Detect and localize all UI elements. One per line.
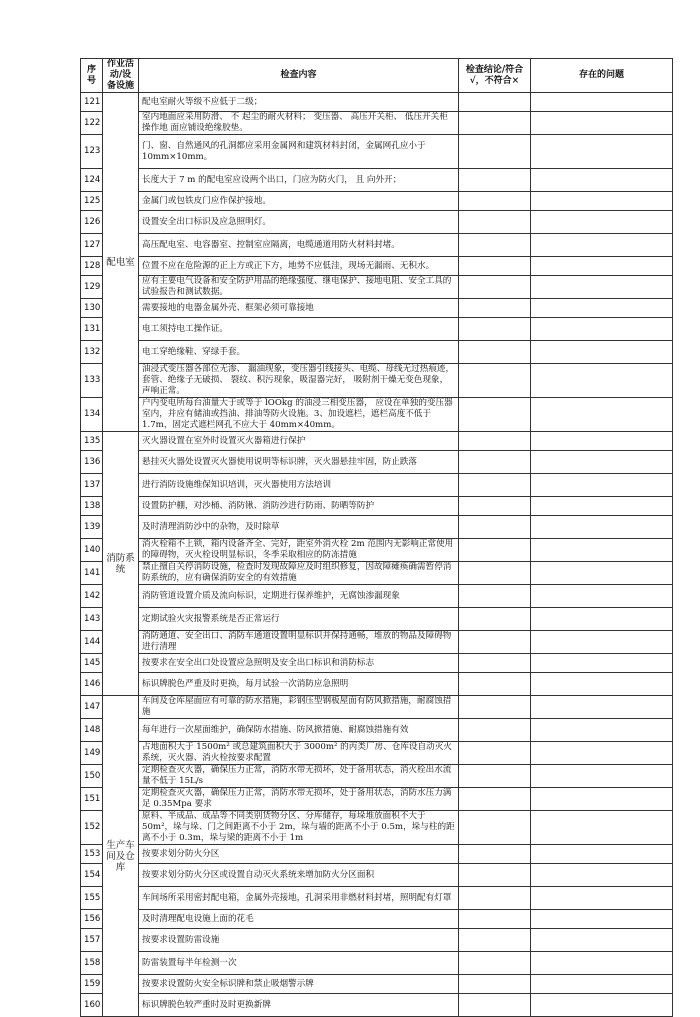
- row-number: 127: [81, 234, 103, 257]
- table-row: [81, 341, 673, 364]
- row-number: 140: [81, 539, 103, 562]
- table-row: [81, 211, 673, 234]
- inspection-content: 电工穿绝缘鞋、穿绿手套。: [139, 341, 459, 364]
- inspection-content: 金属门或包铁皮门应作保护接地。: [139, 192, 459, 211]
- table-row: [81, 696, 673, 719]
- row-number: 141: [81, 562, 103, 585]
- inspection-content: 配电室耐火等级不应低于二级；: [139, 93, 459, 112]
- result-cell[interactable]: [459, 364, 531, 398]
- result-cell[interactable]: [459, 845, 531, 864]
- inspection-content: 设置安全出口标识及应急照明灯。: [139, 211, 459, 234]
- problem-cell[interactable]: [531, 516, 673, 539]
- inspection-content: 定期检查灭火器，确保压力正常，消防水带无损坏，处于备用状态，消火栓出水流量不低于 15L/s: [139, 765, 459, 788]
- row-number: 135: [81, 432, 103, 451]
- table-row: [81, 112, 673, 135]
- result-cell[interactable]: [459, 562, 531, 585]
- table-row: [81, 585, 673, 608]
- problem-cell[interactable]: [531, 864, 673, 887]
- result-cell[interactable]: [459, 234, 531, 257]
- problem-cell[interactable]: [531, 788, 673, 811]
- result-cell[interactable]: [459, 474, 531, 497]
- inspection-content: 需要接地的电器金属外壳、框架必须可靠接地: [139, 299, 459, 318]
- inspection-content: 占地面积大于 1500m² 或总建筑面积大于 3000m² 的丙类厂房、仓库设自动灭火系统，灭火器、消火栓按要求配置: [139, 742, 459, 765]
- row-number: 126: [81, 211, 103, 234]
- problem-cell[interactable]: [531, 654, 673, 673]
- inspection-content: 每年进行一次屋面维护，确保防水措施、防风掀措施、耐腐蚀措施有效: [139, 719, 459, 742]
- result-cell[interactable]: [459, 696, 531, 719]
- result-cell[interactable]: [459, 585, 531, 608]
- problem-cell[interactable]: [531, 585, 673, 608]
- inspection-content: 消防通道、安全出口、消防车通道设置明显标识并保持通畅，堆放的物品及障碍物进行清理: [139, 631, 459, 654]
- table-row: [81, 765, 673, 788]
- problem-cell[interactable]: [531, 318, 673, 341]
- row-number: 136: [81, 451, 103, 474]
- header-category: 作业活动/设备设施: [103, 59, 139, 93]
- result-cell[interactable]: [459, 952, 531, 975]
- problem-cell[interactable]: [531, 432, 673, 451]
- problem-cell[interactable]: [531, 276, 673, 299]
- table-row: [81, 719, 673, 742]
- table-row: [81, 364, 673, 398]
- result-cell[interactable]: [459, 887, 531, 910]
- inspection-content: 标识牌脱色严重及时更换，每月试验一次消防应急照明: [139, 673, 459, 696]
- problem-cell[interactable]: [531, 234, 673, 257]
- row-number: 154: [81, 864, 103, 887]
- row-number: 155: [81, 887, 103, 910]
- result-cell[interactable]: [459, 497, 531, 516]
- row-number: 133: [81, 364, 103, 398]
- table-row: [81, 994, 673, 1017]
- problem-cell[interactable]: [531, 742, 673, 765]
- row-number: 142: [81, 585, 103, 608]
- inspection-content: 及时清理消防沙中的杂物，及时除草: [139, 516, 459, 539]
- row-number: 158: [81, 952, 103, 975]
- table-row: [81, 654, 673, 673]
- inspection-content: 消防管道设置介质及流向标识，定期进行保养维护，无腐蚀渗漏现象: [139, 585, 459, 608]
- problem-cell[interactable]: [531, 211, 673, 234]
- result-cell[interactable]: [459, 929, 531, 952]
- category-cell: 生产车间及仓库: [103, 696, 139, 1017]
- problem-cell[interactable]: [531, 975, 673, 994]
- row-number: 152: [81, 811, 103, 845]
- result-cell[interactable]: [459, 299, 531, 318]
- inspection-content: 进行消防设施维保知识培训，灭火器使用方法培训: [139, 474, 459, 497]
- problem-cell[interactable]: [531, 539, 673, 562]
- inspection-content: 按要求划分防火分区: [139, 845, 459, 864]
- row-number: 157: [81, 929, 103, 952]
- inspection-content: 及时清理配电设施上面的花毛: [139, 910, 459, 929]
- row-number: 147: [81, 696, 103, 719]
- table-row: [81, 673, 673, 696]
- inspection-content: 消火栓箱不上锁，箱内设备齐全、完好，距室外消火栓 2m 范围内无影响正常使用的障碍物，灭火栓设明显标识，冬季采取相应的防冻措施: [139, 539, 459, 562]
- table-body: [81, 93, 673, 1017]
- row-number: 145: [81, 654, 103, 673]
- inspection-content: 悬挂灭火器处设置灭火器使用说明等标识牌，灭火器悬挂牢固，防止跌落: [139, 451, 459, 474]
- result-cell[interactable]: [459, 654, 531, 673]
- inspection-content: 按要求设置防雷设施: [139, 929, 459, 952]
- row-number: 143: [81, 608, 103, 631]
- row-number: 123: [81, 135, 103, 169]
- row-number: 134: [81, 398, 103, 432]
- category-cell: 配电室: [103, 93, 139, 432]
- result-cell[interactable]: [459, 811, 531, 845]
- problem-cell[interactable]: [531, 451, 673, 474]
- category-cell: 消防系统: [103, 432, 139, 696]
- row-number: 131: [81, 318, 103, 341]
- table-row: [81, 234, 673, 257]
- row-number: 159: [81, 975, 103, 994]
- table-row: [81, 299, 673, 318]
- problem-cell[interactable]: [531, 474, 673, 497]
- problem-cell[interactable]: [531, 887, 673, 910]
- problem-cell[interactable]: [531, 994, 673, 1017]
- result-cell[interactable]: [459, 257, 531, 276]
- table-row: [81, 432, 673, 451]
- row-number: 139: [81, 516, 103, 539]
- inspection-content: 户内变电所每台油量大于或等于 lOOkg 的油浸三相变压器， 应设在单独的变压器室内，并应有储油或挡油、排油等防火设施。3、加设遮栏，遮栏高度不低于 1.7m，固定式遮栏网孔不应大于 40mm×40mm。: [139, 398, 459, 432]
- problem-cell[interactable]: [531, 845, 673, 864]
- header-no: 序号: [81, 59, 103, 93]
- row-number: 160: [81, 994, 103, 1017]
- row-number: 122: [81, 112, 103, 135]
- row-number: 151: [81, 788, 103, 811]
- problem-cell[interactable]: [531, 562, 673, 585]
- problem-cell[interactable]: [531, 341, 673, 364]
- inspection-table: [80, 58, 673, 1017]
- inspection-content: 灭火器设置在室外时设置灭火器箱进行保护: [139, 432, 459, 451]
- problem-cell[interactable]: [531, 608, 673, 631]
- inspection-content: 位置不应在危险源的正上方或正下方，地势不应低洼，现场无漏雨、无积水。: [139, 257, 459, 276]
- problem-cell[interactable]: [531, 497, 673, 516]
- problem-cell[interactable]: [531, 719, 673, 742]
- table-row: [81, 929, 673, 952]
- result-cell[interactable]: [459, 608, 531, 631]
- inspection-content: 室内地面应采用防滑、 不 起尘的耐火材料； 变压器、 高压开关柜、 低压开关柜操作地 面应铺设绝缘胶垫。: [139, 112, 459, 135]
- row-number: 130: [81, 299, 103, 318]
- problem-cell[interactable]: [531, 112, 673, 135]
- result-cell[interactable]: [459, 994, 531, 1017]
- problem-cell[interactable]: [531, 192, 673, 211]
- table-row: [81, 451, 673, 474]
- table-row: [81, 192, 673, 211]
- result-cell[interactable]: [459, 276, 531, 299]
- problem-cell[interactable]: [531, 765, 673, 788]
- result-cell[interactable]: [459, 135, 531, 169]
- result-cell[interactable]: [459, 112, 531, 135]
- problem-cell[interactable]: [531, 169, 673, 192]
- problem-cell[interactable]: [531, 952, 673, 975]
- result-cell[interactable]: [459, 742, 531, 765]
- result-cell[interactable]: [459, 765, 531, 788]
- inspection-content: 按要求在安全出口处设置应急照明及安全出口标识和消防标志: [139, 654, 459, 673]
- problem-cell[interactable]: [531, 135, 673, 169]
- table-row: [81, 474, 673, 497]
- row-number: 128: [81, 257, 103, 276]
- inspection-content: 长度大于 7 m 的配电室应设两个出口，门应为防火门， 且 向外开；: [139, 169, 459, 192]
- table-row: [81, 93, 673, 112]
- row-number: 121: [81, 93, 103, 112]
- inspection-content: 车间及仓库屋面应有可靠的防水措施，彩钢压型钢板屋面有防风掀措施，耐腐蚀措施: [139, 696, 459, 719]
- table-row: [81, 975, 673, 994]
- result-cell[interactable]: [459, 864, 531, 887]
- table-row: [81, 497, 673, 516]
- inspection-content: 标识牌脱色较严重时及时更换新牌: [139, 994, 459, 1017]
- table-row: [81, 608, 673, 631]
- inspection-content: 电工须持电工操作证。: [139, 318, 459, 341]
- row-number: 125: [81, 192, 103, 211]
- result-cell[interactable]: [459, 341, 531, 364]
- inspection-content: 高压配电室、电容器室、控制室应隔离，电缆通道用防火材料封堵。: [139, 234, 459, 257]
- table-row: [81, 864, 673, 887]
- table-row: [81, 318, 673, 341]
- result-cell[interactable]: [459, 788, 531, 811]
- problem-cell[interactable]: [531, 398, 673, 432]
- result-cell[interactable]: [459, 432, 531, 451]
- problem-cell[interactable]: [531, 811, 673, 845]
- table-row: [81, 952, 673, 975]
- inspection-content: 按要求设置防火安全标识牌和禁止吸烟警示牌: [139, 975, 459, 994]
- row-number: 124: [81, 169, 103, 192]
- table-row: [81, 562, 673, 585]
- problem-cell[interactable]: [531, 93, 673, 112]
- table-row: [81, 169, 673, 192]
- table-row: [81, 135, 673, 169]
- result-cell[interactable]: [459, 631, 531, 654]
- inspection-content: 定期试验火灾报警系统是否正常运行: [139, 608, 459, 631]
- table-row: [81, 631, 673, 654]
- row-number: 138: [81, 497, 103, 516]
- table-row: [81, 539, 673, 562]
- row-number: 149: [81, 742, 103, 765]
- inspection-content: 按要求划分防火分区或设置自动灭火系统来增加防火分区面积: [139, 864, 459, 887]
- problem-cell[interactable]: [531, 673, 673, 696]
- inspection-content: 禁止擅自关停消防设施，检查时发现故障应及时组织修复，因故障瘫痪确需暂停消防系统的，应有确保消防安全的有效措施: [139, 562, 459, 585]
- result-cell[interactable]: [459, 673, 531, 696]
- result-cell[interactable]: [459, 719, 531, 742]
- inspection-content: 防雷装置每半年检测一次: [139, 952, 459, 975]
- header-result: 检查结论/符合√，不符合×: [459, 59, 531, 93]
- row-number: 132: [81, 341, 103, 364]
- inspection-content: 油浸式变压器各部位无渗、 漏油现象，变压器引线接头、电缆、母线无过热痕迹，套管、绝缘子无破损、 裂纹、积污现象，吸湿器完好， 吸附剂干燥无变色现象，声响正常。: [139, 364, 459, 398]
- row-number: 156: [81, 910, 103, 929]
- table-row: [81, 811, 673, 845]
- result-cell[interactable]: [459, 93, 531, 112]
- result-cell[interactable]: [459, 211, 531, 234]
- header-problem: 存在的问题: [531, 59, 673, 93]
- result-cell[interactable]: [459, 539, 531, 562]
- problem-cell[interactable]: [531, 929, 673, 952]
- result-cell[interactable]: [459, 975, 531, 994]
- table-row: [81, 887, 673, 910]
- row-number: 144: [81, 631, 103, 654]
- table-row: [81, 276, 673, 299]
- table-row: [81, 910, 673, 929]
- result-cell[interactable]: [459, 516, 531, 539]
- inspection-content: 门、窗、自然通风的孔洞都应采用金属网和建筑材料封闭，金属网孔应小于10mm×10mm。: [139, 135, 459, 169]
- inspection-content: 设置防护棚，对沙桶、消防锹、消防沙进行防雨、防晒等防护: [139, 497, 459, 516]
- row-number: 153: [81, 845, 103, 864]
- row-number: 129: [81, 276, 103, 299]
- header-content: 检查内容: [139, 59, 459, 93]
- result-cell[interactable]: [459, 192, 531, 211]
- problem-cell[interactable]: [531, 299, 673, 318]
- problem-cell[interactable]: [531, 257, 673, 276]
- table-header-row: [81, 59, 673, 93]
- table-row: [81, 845, 673, 864]
- inspection-content: 应有主要电气设备和安全防护用品的绝缘强度、继电保护、接地电阻、安全工具的试验报告和测试数据。: [139, 276, 459, 299]
- result-cell[interactable]: [459, 398, 531, 432]
- table-row: [81, 257, 673, 276]
- row-number: 150: [81, 765, 103, 788]
- row-number: 146: [81, 673, 103, 696]
- row-number: 148: [81, 719, 103, 742]
- table-row: [81, 516, 673, 539]
- result-cell[interactable]: [459, 169, 531, 192]
- inspection-content: 定期检查灭火器，确保压力正常，消防水带无损坏，处于备用状态，消防水压力满足 0.35Mpa 要求: [139, 788, 459, 811]
- table-row: [81, 398, 673, 432]
- result-cell[interactable]: [459, 451, 531, 474]
- inspection-content: 车间场所采用密封配电箱，金属外壳接地，孔洞采用非燃材料封堵，照明配有灯罩: [139, 887, 459, 910]
- problem-cell[interactable]: [531, 631, 673, 654]
- inspection-content: 原料、半成品、成品等不同类别货物分区、分库储存，每垛堆放面积不大于50m²，垛与垛、门之间距离不小于 2m，垛与墙的距离不小于 0.5m，垛与柱的距离不小于 0.3m，垛与梁的距离不小于 1m: [139, 811, 459, 845]
- table-row: [81, 742, 673, 765]
- result-cell[interactable]: [459, 318, 531, 341]
- table-row: [81, 788, 673, 811]
- problem-cell[interactable]: [531, 364, 673, 398]
- problem-cell[interactable]: [531, 910, 673, 929]
- result-cell[interactable]: [459, 910, 531, 929]
- problem-cell[interactable]: [531, 696, 673, 719]
- row-number: 137: [81, 474, 103, 497]
